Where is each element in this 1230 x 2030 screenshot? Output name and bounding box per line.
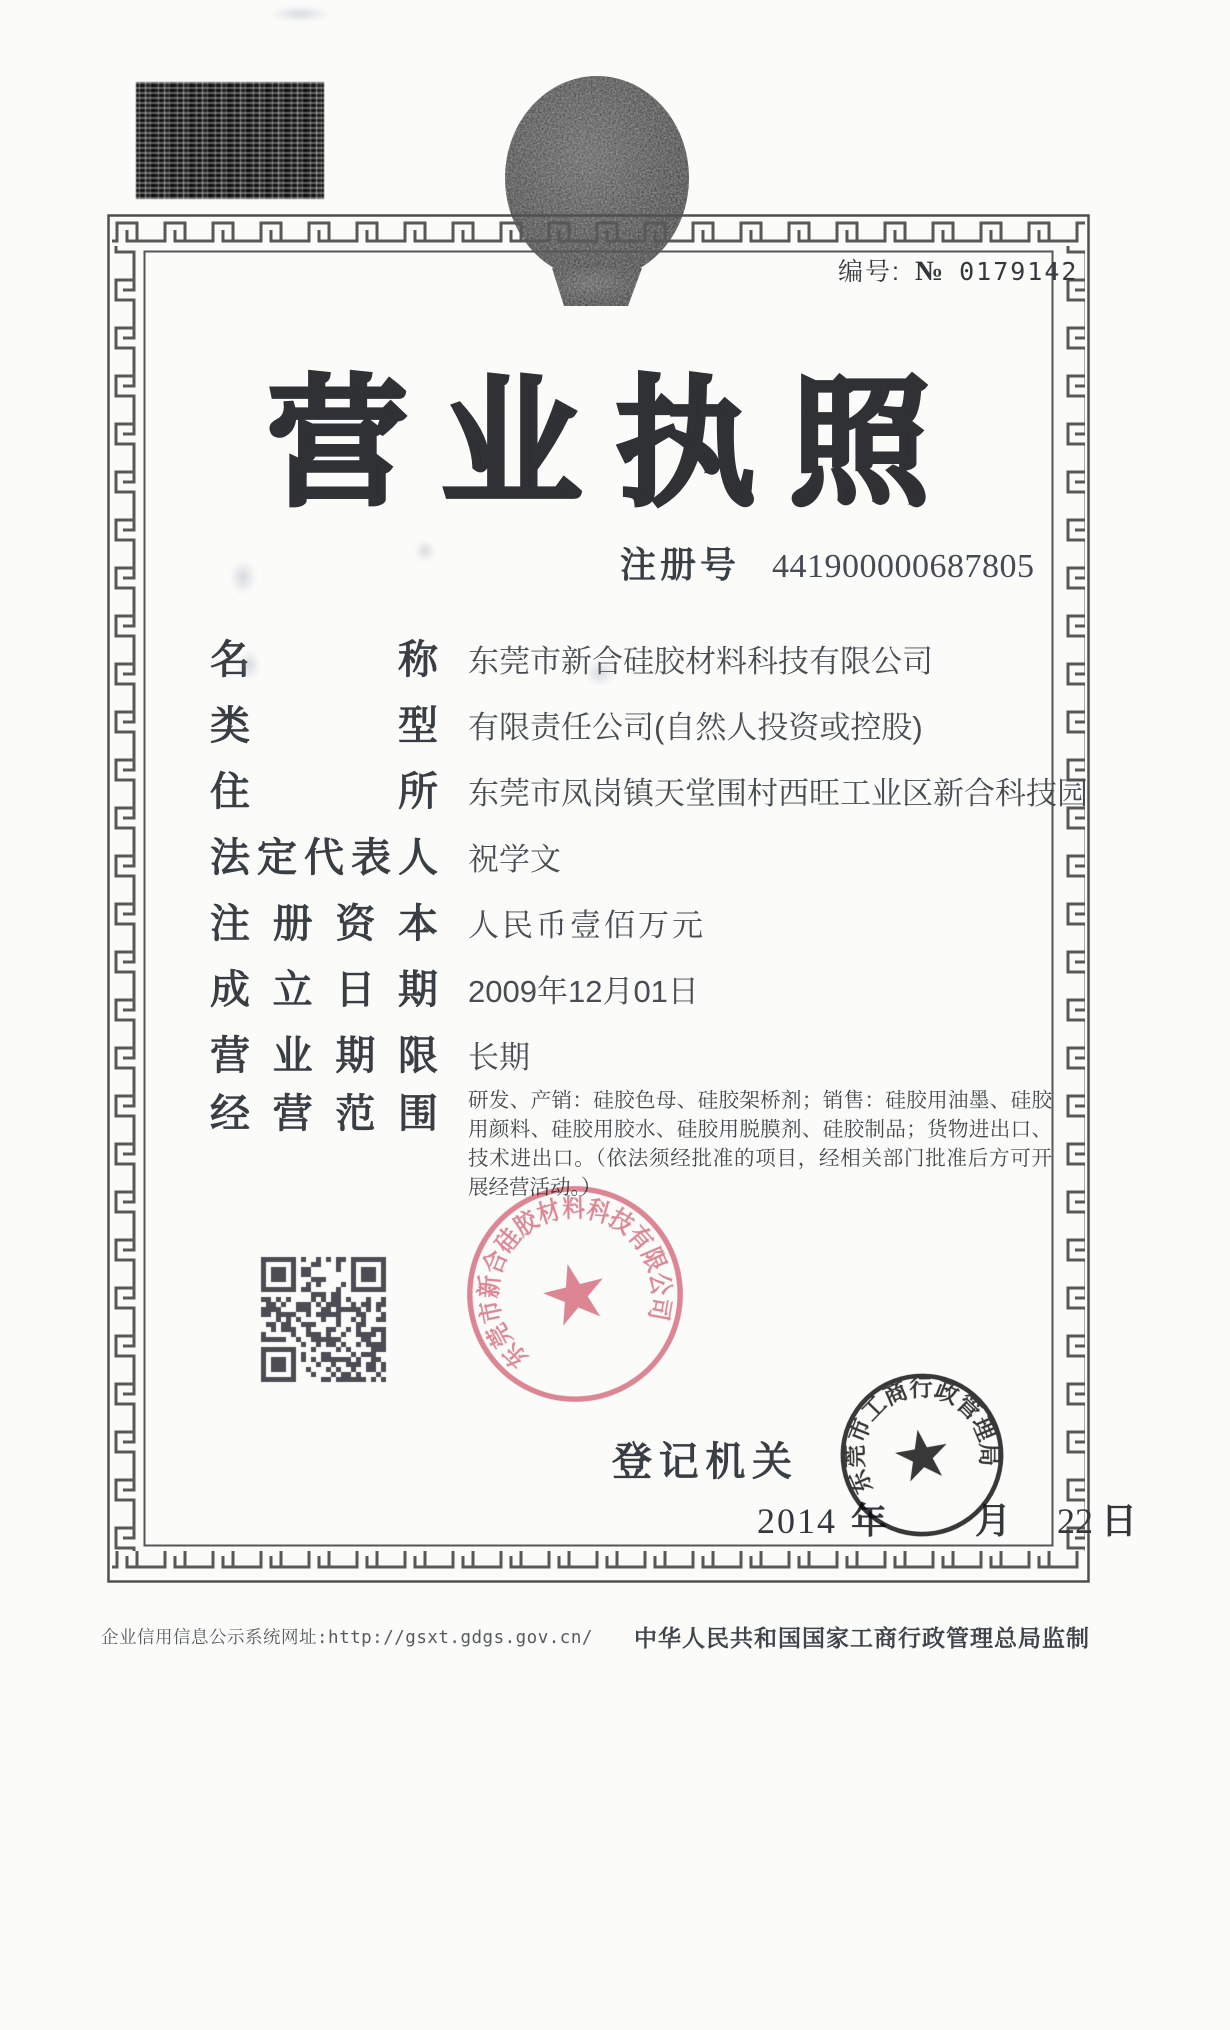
registrar-label: 登 记 机 关 (612, 1440, 792, 1484)
serial-number-value: 0179142 (959, 257, 1079, 286)
black-seal-text: 东莞市工商行政管理局 (841, 1374, 1002, 1498)
field-label: 住 所 (210, 770, 438, 814)
serial-number-line (838, 252, 1078, 288)
field-label: 成 立 日 期 (210, 968, 438, 1012)
registration-number-line (620, 537, 1035, 588)
date-day: 22 (1057, 1501, 1094, 1541)
qr-code-image (258, 1253, 390, 1387)
scan-smudge (230, 560, 256, 594)
barcode-image (136, 82, 324, 199)
field-label: 名 称 (210, 638, 438, 682)
field-value: 人民币壹佰万元 (468, 908, 706, 943)
serial-label: 编号: (838, 258, 901, 286)
field-label: 法 定 代 表 人 (210, 836, 438, 880)
registration-number-label: 注 册 号 (620, 544, 736, 585)
field-row-registered-capital (210, 892, 706, 949)
field-label: 营 业 期 限 (210, 1034, 438, 1078)
field-label: 类 型 (210, 704, 438, 748)
field-row-business-term (210, 1024, 530, 1081)
numero-sign: № (914, 256, 946, 287)
registration-number-value: 441900000687805 (772, 548, 1035, 585)
date-year-unit: 年 (851, 1500, 888, 1541)
license-title: 营业执照 (267, 365, 964, 522)
registrar-black-seal (815, 1348, 1028, 1561)
scan-smudge (270, 6, 330, 22)
field-label: 经 营 范 围 (210, 1092, 438, 1136)
red-seal-text: 东莞市新合硅胶材料科技有限公司 (474, 1194, 676, 1373)
field-value: 长期 (468, 1040, 530, 1075)
seal-star-icon (538, 1257, 612, 1329)
scan-smudge (238, 650, 260, 680)
field-row-establish-date (210, 958, 699, 1015)
field-value: 研发、产销：硅胶色母、硅胶架桥剂；销售：硅胶用油墨、硅胶用颜料、硅胶用胶水、硅胶用脱膜剂、硅胶制品；货物进出口、技术进出口。（依法须经批准的项目，经相关部门批准后方可开展经营活动。） (468, 1089, 1052, 1199)
date-day-unit: 日 (1101, 1500, 1138, 1541)
field-row-name (210, 628, 933, 685)
field-value: 东莞市新合硅胶材料科技有限公司 (468, 644, 933, 679)
field-value: 有限责任公司(自然人投资或控股) (468, 710, 923, 745)
date-year: 2014 (757, 1501, 837, 1541)
field-row-address (210, 760, 1088, 817)
field-value: 2009年12月01日 (468, 974, 699, 1009)
field-value: 祝学文 (468, 842, 561, 877)
field-value: 东莞市凤岗镇天堂围村西旺工业区新合科技园 (468, 776, 1088, 811)
seal-star-icon (892, 1425, 952, 1483)
footer-issuer: 中华人民共和国国家工商行政管理总局监制 (634, 1625, 1090, 1651)
field-label: 注 册 资 本 (210, 902, 438, 946)
field-row-type (210, 694, 923, 751)
field-row-legal-representative (210, 826, 561, 883)
scan-smudge (585, 660, 615, 686)
footer-public-system-url: 企业信用信息公示系统网址:http://gsxt.gdgs.gov.cn/ (101, 1628, 593, 1648)
scan-smudge (415, 540, 435, 562)
date-month-unit: 月 (975, 1500, 1012, 1541)
